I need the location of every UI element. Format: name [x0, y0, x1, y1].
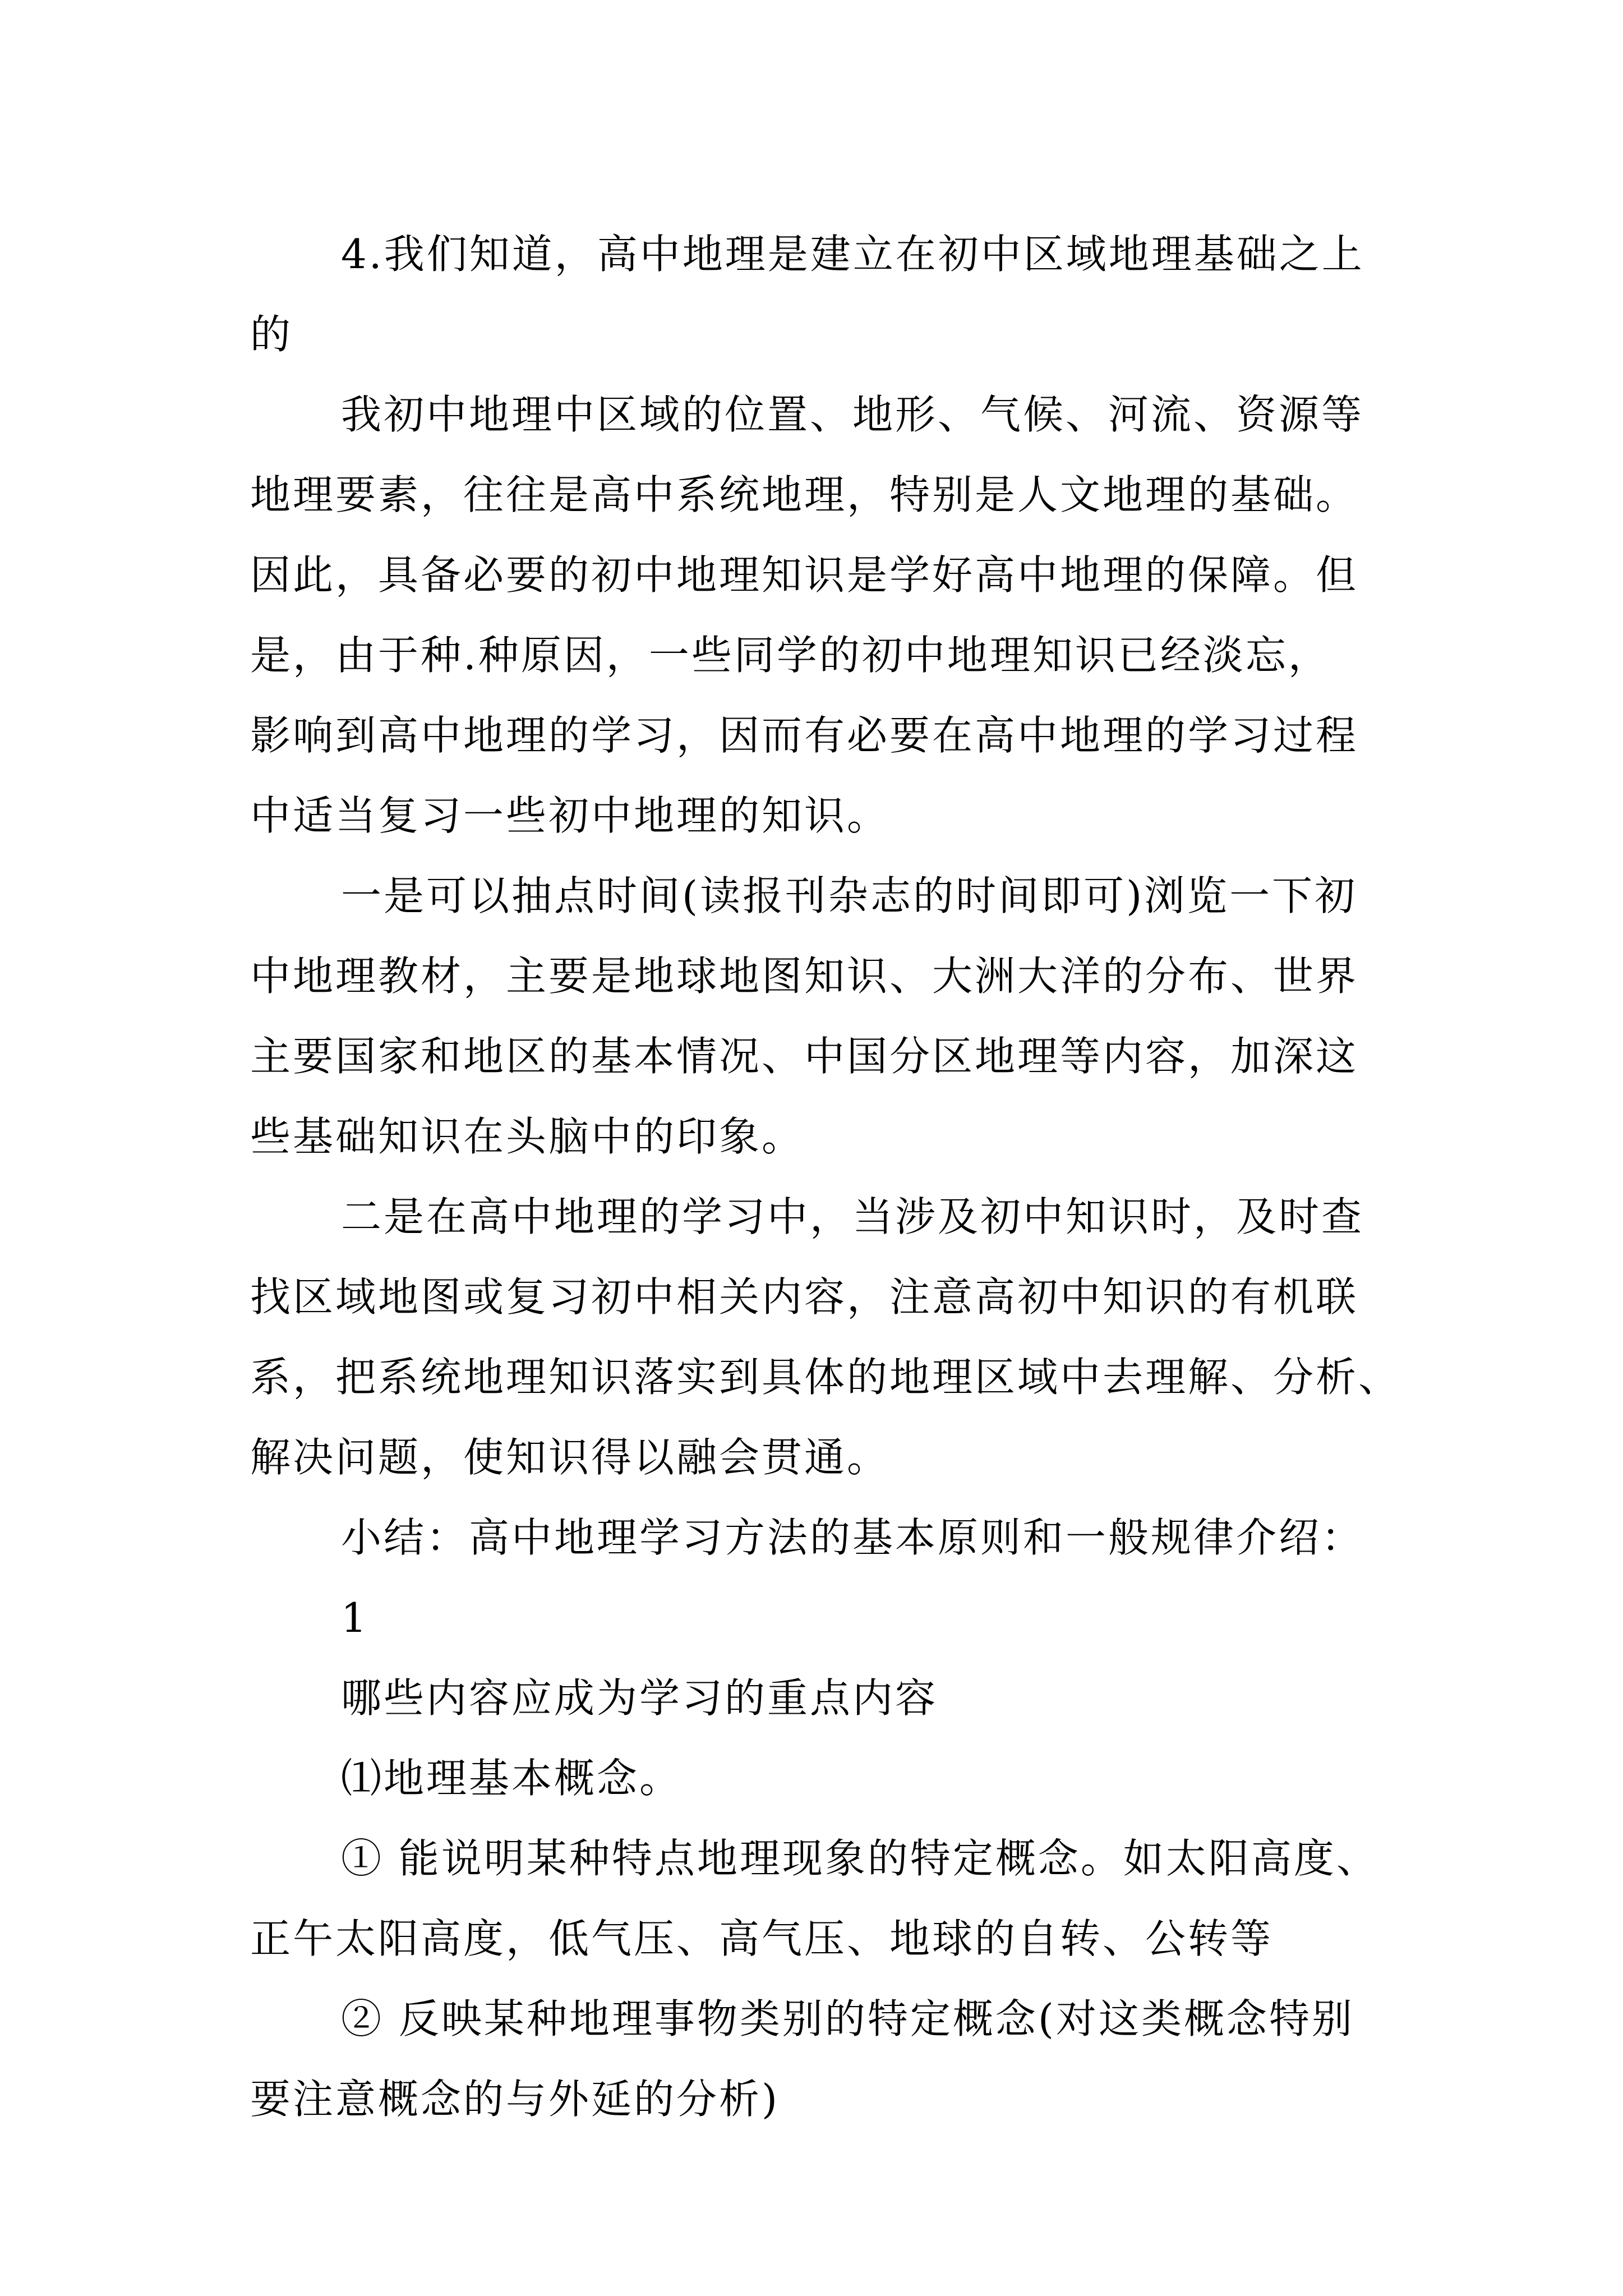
text-line: ② 反映某种地理事物类别的特定概念(对这类概念特别: [341, 1995, 1354, 2042]
subsection-heading: [250, 1738, 1372, 1819]
document-body: [250, 214, 1401, 2139]
text-line: 系，把系统地理知识落实到具体的地理区域中去理解、分析、: [250, 1354, 1401, 1401]
text-line: 解决问题，使知识得以融会贯通。: [250, 1434, 890, 1481]
text-line: 影响到高中地理的学习，因而有必要在高中地理的学习过程: [250, 712, 1359, 759]
text-line: 找区域地图或复习初中相关内容，注意高初中知识的有机联: [250, 1273, 1359, 1320]
section-heading-text: 哪些内容应成为学习的重点内容: [341, 1674, 938, 1722]
list-item-2: [250, 1979, 1372, 2139]
paragraph-1: [250, 214, 1372, 375]
list-item-1: [250, 1819, 1379, 1979]
text-line: 要注意概念的与外延的分析): [250, 2076, 780, 2123]
subsection-heading-text: ⑴地理基本概念。: [341, 1755, 683, 1802]
text-line: 一是可以抽点时间(读报刊杂志的时间即可)浏览一下初: [341, 872, 1358, 919]
text-line: 正午太阳高度，低气压、高气压、地球的自转、公转等: [250, 1915, 1274, 1962]
text-line: ① 能说明某种特点地理现象的特定概念。如太阳高度、: [341, 1835, 1379, 1882]
section-number-text: 1: [341, 1594, 369, 1641]
paragraph-2: [250, 375, 1372, 856]
text-line: 4.我们知道，高中地理是建立在初中区域地理基础之上: [341, 231, 1364, 278]
text-line: 的: [250, 311, 293, 358]
text-line: 中适当复习一些初中地理的知识。: [250, 792, 890, 839]
section-heading: [250, 1658, 1372, 1738]
text-line: 中地理教材，主要是地球地图知识、大洲大洋的分布、世界: [250, 953, 1359, 1000]
section-number: [250, 1578, 1372, 1658]
text-line: 我初中地理中区域的位置、地形、气候、河流、资源等: [341, 391, 1364, 438]
text-line: 因此，具备必要的初中地理知识是学好高中地理的保障。但: [250, 551, 1359, 599]
summary-paragraph: [250, 1498, 1372, 1578]
summary-line: 小结：高中地理学习方法的基本原则和一般规律介绍：: [341, 1514, 1364, 1561]
text-line: 是，由于种.种原因，一些同学的初中地理知识已经淡忘，: [250, 632, 1331, 679]
text-line: 二是在高中地理的学习中，当涉及初中知识时，及时查: [341, 1193, 1364, 1240]
text-line: 地理要素，往往是高中系统地理，特别是人文地理的基础。: [250, 471, 1359, 518]
paragraph-4: [250, 1177, 1401, 1498]
paragraph-3: [250, 856, 1372, 1177]
text-line: 主要国家和地区的基本情况、中国分区地理等内容，加深这: [250, 1033, 1359, 1080]
text-line: 些基础知识在头脑中的印象。: [250, 1113, 805, 1160]
